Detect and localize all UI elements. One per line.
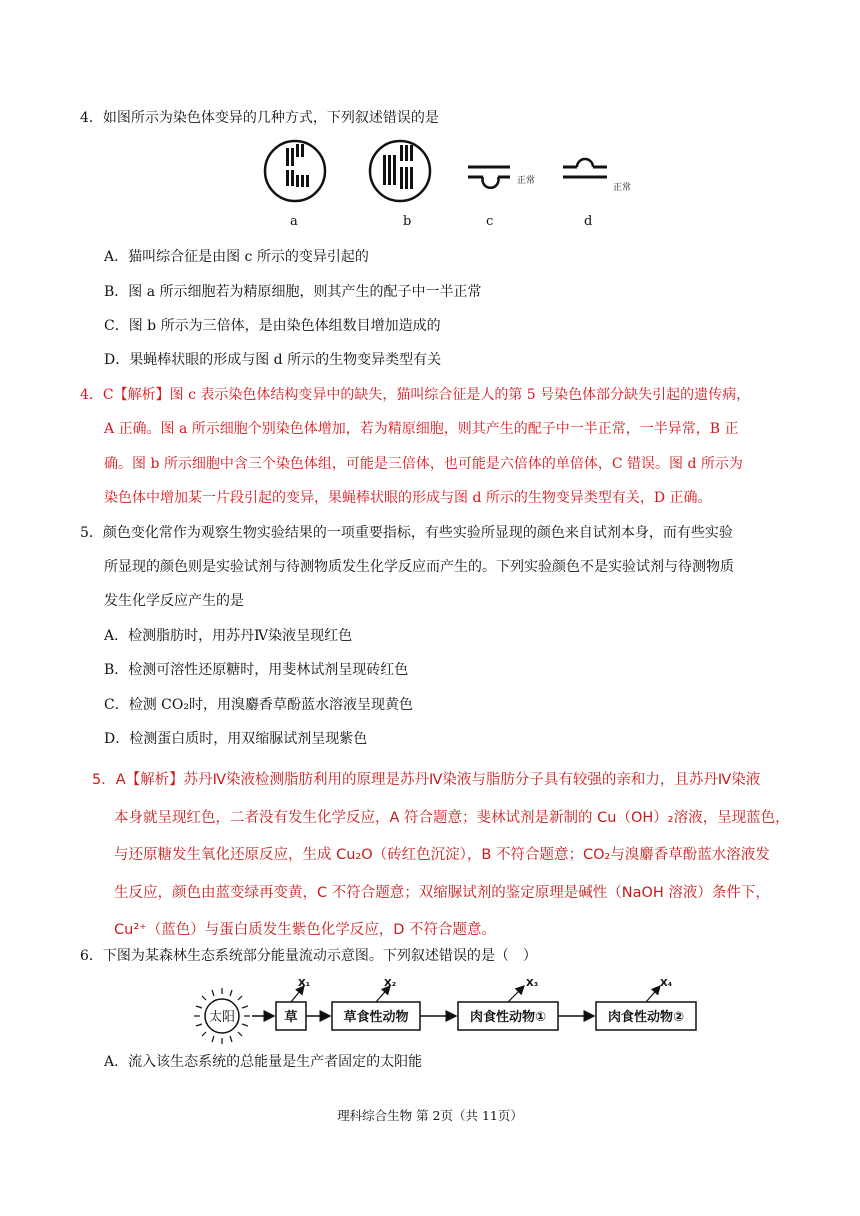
q5-analysis-line-2: 本身就呈现红色，二者没有发生化学反应，A 符合题意；斐林试剂是新制的 Cu（OH）₂溶液，呈现蓝色，: [114, 810, 790, 826]
node-carnivore1-label: 肉食性动物①: [469, 1010, 547, 1025]
q6-option-a: A．流入该生态系统的总能量是生产者固定的太阳能: [104, 1054, 423, 1070]
q4-analysis-line-1: 4．C【解析】图 c 表示染色体结构变异中的缺失，猫叫综合征是人的第 5 号染色体部分缺失引起的遗传病，: [80, 387, 751, 403]
q4-analysis-line-3: 确。图 b 所示细胞中含三个染色体组，可能是三倍体，也可能是六倍体的单倍体，C 错误。图 d 所示为: [104, 456, 743, 472]
q4-option-a: A．猫叫综合征是由图 c 所示的变异引起的: [104, 249, 369, 265]
q4-stem: 4．如图所示为染色体变异的几种方式，下列叙述错误的是: [80, 110, 439, 126]
figure-d: [563, 159, 607, 177]
figure-a: [265, 141, 325, 201]
output-x1: X₁: [298, 978, 311, 989]
q5-analysis-line-3: 与还原糖发生氧化还原反应，生成 Cu₂O（砖红色沉淀），B 不符合题意；CO₂与溴麝香草酚蓝水溶液发: [114, 847, 770, 863]
q4-option-b: B．图 a 所示细胞若为精原细胞，则其产生的配子中一半正常: [104, 284, 482, 300]
node-herbivore-label: 草食性动物: [343, 1010, 409, 1025]
figure-b: [370, 141, 430, 201]
q4-analysis-line-4: 染色体中增加某一片段引起的变异，果蝇棒状眼的形成与图 d 所示的生物变异类型有关，D 正确。: [104, 490, 712, 506]
q6-stem: 6．下图为某森林生态系统部分能量流动示意图。下列叙述错误的是（ ）: [80, 948, 537, 964]
q5-stem-line-1: 5．颜色变化常作为观察生物实验结果的一项重要指标，有些实验所显现的颜色来自试剂本身，而有些实验: [80, 525, 733, 541]
q5-option-a: A．检测脂肪时，用苏丹Ⅳ染液呈现红色: [104, 628, 353, 644]
q5-stem-line-2: 所显现的颜色则是实验试剂与待测物质发生化学反应而产生的。下列实验颜色不是实验试剂与待测物质: [104, 559, 734, 575]
output-x2: X₂: [384, 978, 397, 989]
normal-label-c: 正常: [517, 176, 536, 186]
node-grass-label: 草: [284, 1010, 298, 1025]
figure-c: [468, 167, 510, 188]
output-x4: X₄: [660, 978, 673, 989]
q5-analysis-line-4: 生反应，颜色由蓝变绿再变黄，C 不符合题意；双缩脲试剂的鉴定原理是碱性（NaOH 溶液）条件下，: [114, 885, 770, 901]
q4-analysis-line-2: A 正确。图 a 所示细胞个别染色体增加，若为精原细胞，则其产生的配子中一半正常，一半异常，B 正: [104, 421, 739, 437]
q5-analysis-line-1: 5．A【解析】苏丹Ⅳ染液检测脂肪利用的原理是苏丹Ⅳ染液与脂肪分子具有较强的亲和力，且苏丹Ⅳ染液: [92, 772, 761, 788]
q5-option-d: D．检测蛋白质时，用双缩脲试剂呈现紫色: [104, 731, 368, 747]
q4-option-c: C．图 b 所示为三倍体，是由染色体组数目增加造成的: [104, 318, 441, 334]
figure-label-b: b: [403, 214, 412, 229]
normal-label-d: 正常: [613, 183, 632, 193]
chromosome-variation-figure: [255, 135, 655, 215]
page-footer: 理科综合生物 第 2页（共 11页）: [337, 1108, 523, 1123]
q5-option-b: B．检测可溶性还原糖时，用斐林试剂呈现砖红色: [104, 662, 409, 678]
sun-label: 太阳: [208, 1010, 236, 1025]
q5-analysis-line-5: Cu²⁺（蓝色）与蛋白质发生紫色化学反应，D 不符合题意。: [114, 922, 497, 938]
q5-option-c: C．检测 CO₂时，用溴麝香草酚蓝水溶液呈现黄色: [104, 697, 413, 713]
figure-label-a: a: [290, 214, 298, 229]
figure-label-c: c: [486, 214, 494, 229]
q4-option-d: D．果蝇棒状眼的形成与图 d 所示的生物变异类型有关: [104, 352, 442, 368]
output-x3: X₃: [526, 978, 539, 989]
figure-label-d: d: [584, 214, 593, 229]
energy-flow-diagram: [190, 974, 700, 1044]
q5-stem-line-3: 发生化学反应产生的是: [104, 593, 244, 609]
node-carnivore2-label: 肉食性动物②: [607, 1010, 685, 1025]
